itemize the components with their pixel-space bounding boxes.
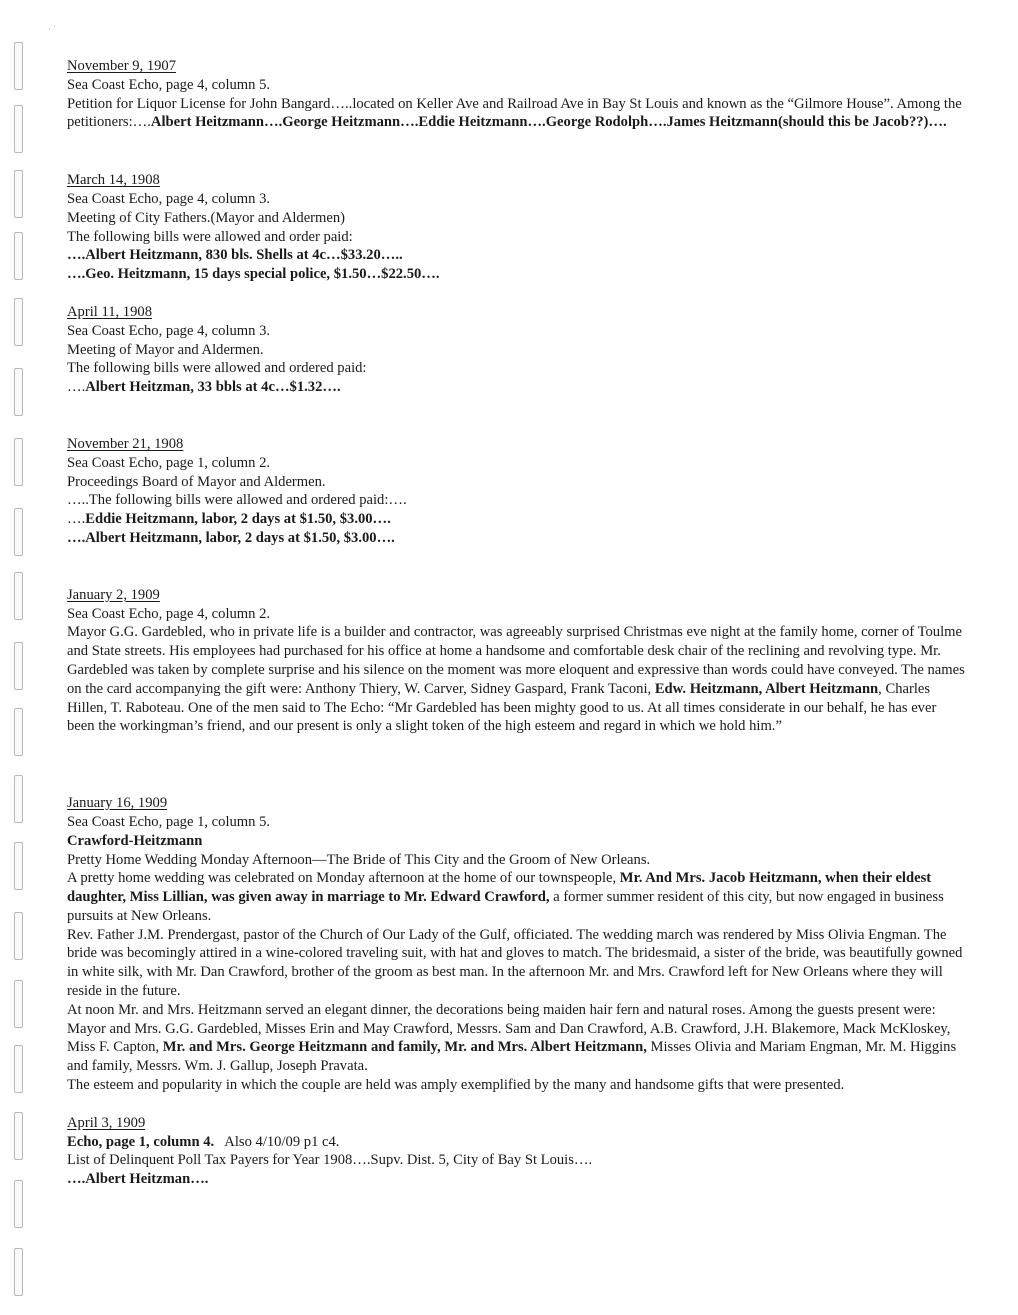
entry-line: Meeting of Mayor and Aldermen. — [67, 341, 264, 358]
text-run: …. — [67, 379, 86, 396]
binding-hole-mark — [14, 980, 23, 1028]
article-subheading: Pretty Home Wedding Monday Afternoon—The Bride of This City and the Groom of New Orleans. — [67, 851, 651, 868]
binding-hole-mark — [14, 1045, 23, 1093]
entry-line-bold: ….Albert Heitzmann, 830 bls. Shells at 4c…$33.20….. — [67, 247, 403, 264]
entry-jan-2-1909 — [67, 586, 967, 736]
binding-hole-mark — [14, 912, 23, 960]
text-run-bold: Albert Heitzmann….George Heitzmann….Eddie Heitzmann….George Rodolph….James Heitzmann(should this be Jacob??)…. — [150, 114, 947, 131]
text-run: Misses Olivia and Mariam Engman, Mr. M. Higgins and family, Messrs. Wm. J. Gallup, Joseph Pravata. — [67, 1039, 957, 1075]
entry-source: Sea Coast Echo, page 4, column 3. — [67, 190, 271, 207]
binding-hole-mark — [14, 508, 23, 556]
scan-speck: · ˈ — [48, 24, 57, 34]
entry-date: November 9, 1907 — [67, 58, 177, 74]
document-body — [67, 57, 967, 1189]
entry-jan-16-1909 — [67, 794, 967, 1095]
entry-line-bold: ….Geo. Heitzmann, 15 days special police, $1.50…$22.50…. — [67, 266, 440, 283]
entry-paragraph — [67, 95, 967, 133]
text-run: Petition for Liquor License for John Bangard…..located on Keller Ave and Railroad Ave in Bay St Louis and known as the “Gilmore House”. Among the petitioners:…. — [67, 95, 962, 131]
entry-line: Meeting of City Fathers.(Mayor and Aldermen) — [67, 209, 346, 226]
entry-paragraph — [67, 623, 967, 736]
binding-hole-mark — [14, 775, 23, 823]
entry-apr-11-1908 — [67, 303, 967, 397]
binding-hole-mark — [14, 438, 23, 486]
binding-hole-mark — [14, 1180, 23, 1228]
entry-line — [67, 510, 967, 529]
entry-date: January 16, 1909 — [67, 795, 168, 812]
entry-date: November 21, 1908 — [67, 435, 184, 452]
article-heading: Crawford-Heitzmann — [67, 832, 203, 849]
binding-hole-mark — [14, 232, 23, 280]
entry-line: …..The following bills were allowed and ordered paid:…. — [67, 492, 407, 509]
entry-source: Sea Coast Echo, page 4, column 2. — [67, 605, 271, 622]
text-run-bold: Albert Heitzman, 33 bbls at 4c…$1.32…. — [85, 379, 341, 396]
text-run: Also 4/10/09 p1 c4. — [214, 1133, 340, 1150]
entry-source: Sea Coast Echo, page 1, column 5. — [67, 813, 271, 830]
text-run-bold: Edw. Heitzmann, Albert Heitzmann — [654, 680, 879, 697]
entry-date: April 11, 1908 — [67, 303, 152, 320]
text-run: , Charles Hillen, T. Raboteau. One of the men said to The Echo: “Mr Gardebled has been mighty good to us. At all times considerate in our behalf, he has ever been the workingman’s friend, and our present is only a slight token of the high esteem and regard in which we hold him.” — [67, 680, 937, 735]
binding-hole-mark — [14, 572, 23, 620]
text-run: At noon Mr. and Mrs. Heitzmann served an elegant dinner, the decorations being maiden hair fern and natural roses. Among the guests present were: Mayor and Mrs. G.G. Gardebled, Misses Erin and May Crawford, Messrs. Sam and Dan Crawford, A.B. Crawford, J.H. Blakemore, Mack McKloskey, Miss F. Capton, — [67, 1001, 951, 1056]
binding-hole-mark — [14, 708, 23, 756]
entry-line-bold: ….Albert Heitzmann, labor, 2 days at $1.50, $3.00…. — [67, 529, 395, 546]
text-run: Mayor G.G. Gardebled, who in private life is a builder and contractor, was agreeably surprised Christmas eve night at the family home, corner of Toulme and State streets. His employees had purchased for his office at home a handsome and comfortable desk chair of the reclining and revolving type. Mr. Gardebled was taken by complete surprise and his silence on the moment was more eloquent and expressive than words could have conveyed. The names on the card accompanying the gift were: Anthony Thiery, W. Carver, Sidney Gaspard, Frank Taconi, — [67, 624, 965, 697]
binding-hole-mark — [14, 170, 23, 218]
entry-mar-14-1908 — [67, 171, 967, 284]
binding-hole-mark — [14, 298, 23, 346]
binding-hole-mark — [14, 842, 23, 890]
text-run: a former summer resident of this city, but now engaged in business pursuits at New Orleans. — [67, 889, 944, 924]
binding-hole-mark — [14, 368, 23, 416]
entry-source: Sea Coast Echo, page 4, column 5. — [67, 76, 271, 93]
entry-source — [67, 1133, 967, 1152]
entry-paragraph — [67, 1001, 967, 1076]
text-run-bold: Mr. And Mrs. Jacob Heitzmann, when their eldest daughter, Miss Lillian, was given away in marriage to Mr. Edward Crawford, — [67, 870, 932, 906]
text-run: …. — [67, 511, 86, 528]
entry-source: Sea Coast Echo, page 1, column 2. — [67, 454, 271, 471]
text-run-bold: Mr. and Mrs. George Heitzmann and family, Mr. and Mrs. Albert Heitzmann, — [162, 1039, 647, 1056]
text-run: The esteem and popularity in which the couple are held was amply exemplified by the many and handsome gifts that were presented. — [67, 1077, 845, 1094]
entry-nov-9-1907 — [67, 57, 967, 132]
binding-hole-mark — [14, 105, 23, 153]
text-run-bold: Echo, page 1, column 4. — [67, 1133, 215, 1150]
entry-line: The following bills were allowed and ordered paid: — [67, 360, 367, 377]
entry-nov-21-1908 — [67, 435, 967, 548]
entry-paragraph — [67, 869, 967, 925]
text-run: A pretty home wedding was celebrated on Monday afternoon at the home of our townspeople, — [67, 870, 620, 887]
entry-line-bold: ….Albert Heitzman…. — [67, 1171, 209, 1188]
entry-source: Sea Coast Echo, page 4, column 3. — [67, 322, 271, 339]
text-run-bold: Eddie Heitzmann, labor, 2 days at $1.50, $3.00…. — [85, 511, 391, 528]
entry-line — [67, 378, 967, 397]
entry-line: The following bills were allowed and order paid: — [67, 228, 353, 245]
text-run: Rev. Father J.M. Prendergast, pastor of the Church of Our Lady of the Gulf, officiated. The wedding march was rendered by Miss Olivia Engman. The bride was becomingly attired in a wine-colored traveling suit, with hat and gloves to match. The bridesmaid, a sister of the bride, was beautifully gowned in white silk, with Mr. Dan Crawford, brother of the groom as best man. In the afternoon Mr. and Mrs. Crawford left for New Orleans where they will reside in the future. — [67, 926, 963, 1000]
entry-paragraph — [67, 926, 967, 1001]
entry-date: April 3, 1909 — [67, 1114, 146, 1131]
binding-hole-mark — [14, 642, 23, 690]
entry-date: January 2, 1909 — [67, 586, 160, 603]
entry-date: March 14, 1908 — [67, 172, 160, 189]
entry-line: List of Delinquent Poll Tax Payers for Year 1908….Supv. Dist. 5, City of Bay St Louis…. — [67, 1152, 593, 1169]
entry-paragraph — [67, 1076, 967, 1095]
binding-hole-mark — [14, 1112, 23, 1160]
binding-hole-mark — [14, 1248, 23, 1296]
entry-line: Proceedings Board of Mayor and Aldermen. — [67, 473, 326, 490]
entry-apr-3-1909 — [67, 1114, 967, 1189]
binding-hole-mark — [14, 42, 23, 90]
